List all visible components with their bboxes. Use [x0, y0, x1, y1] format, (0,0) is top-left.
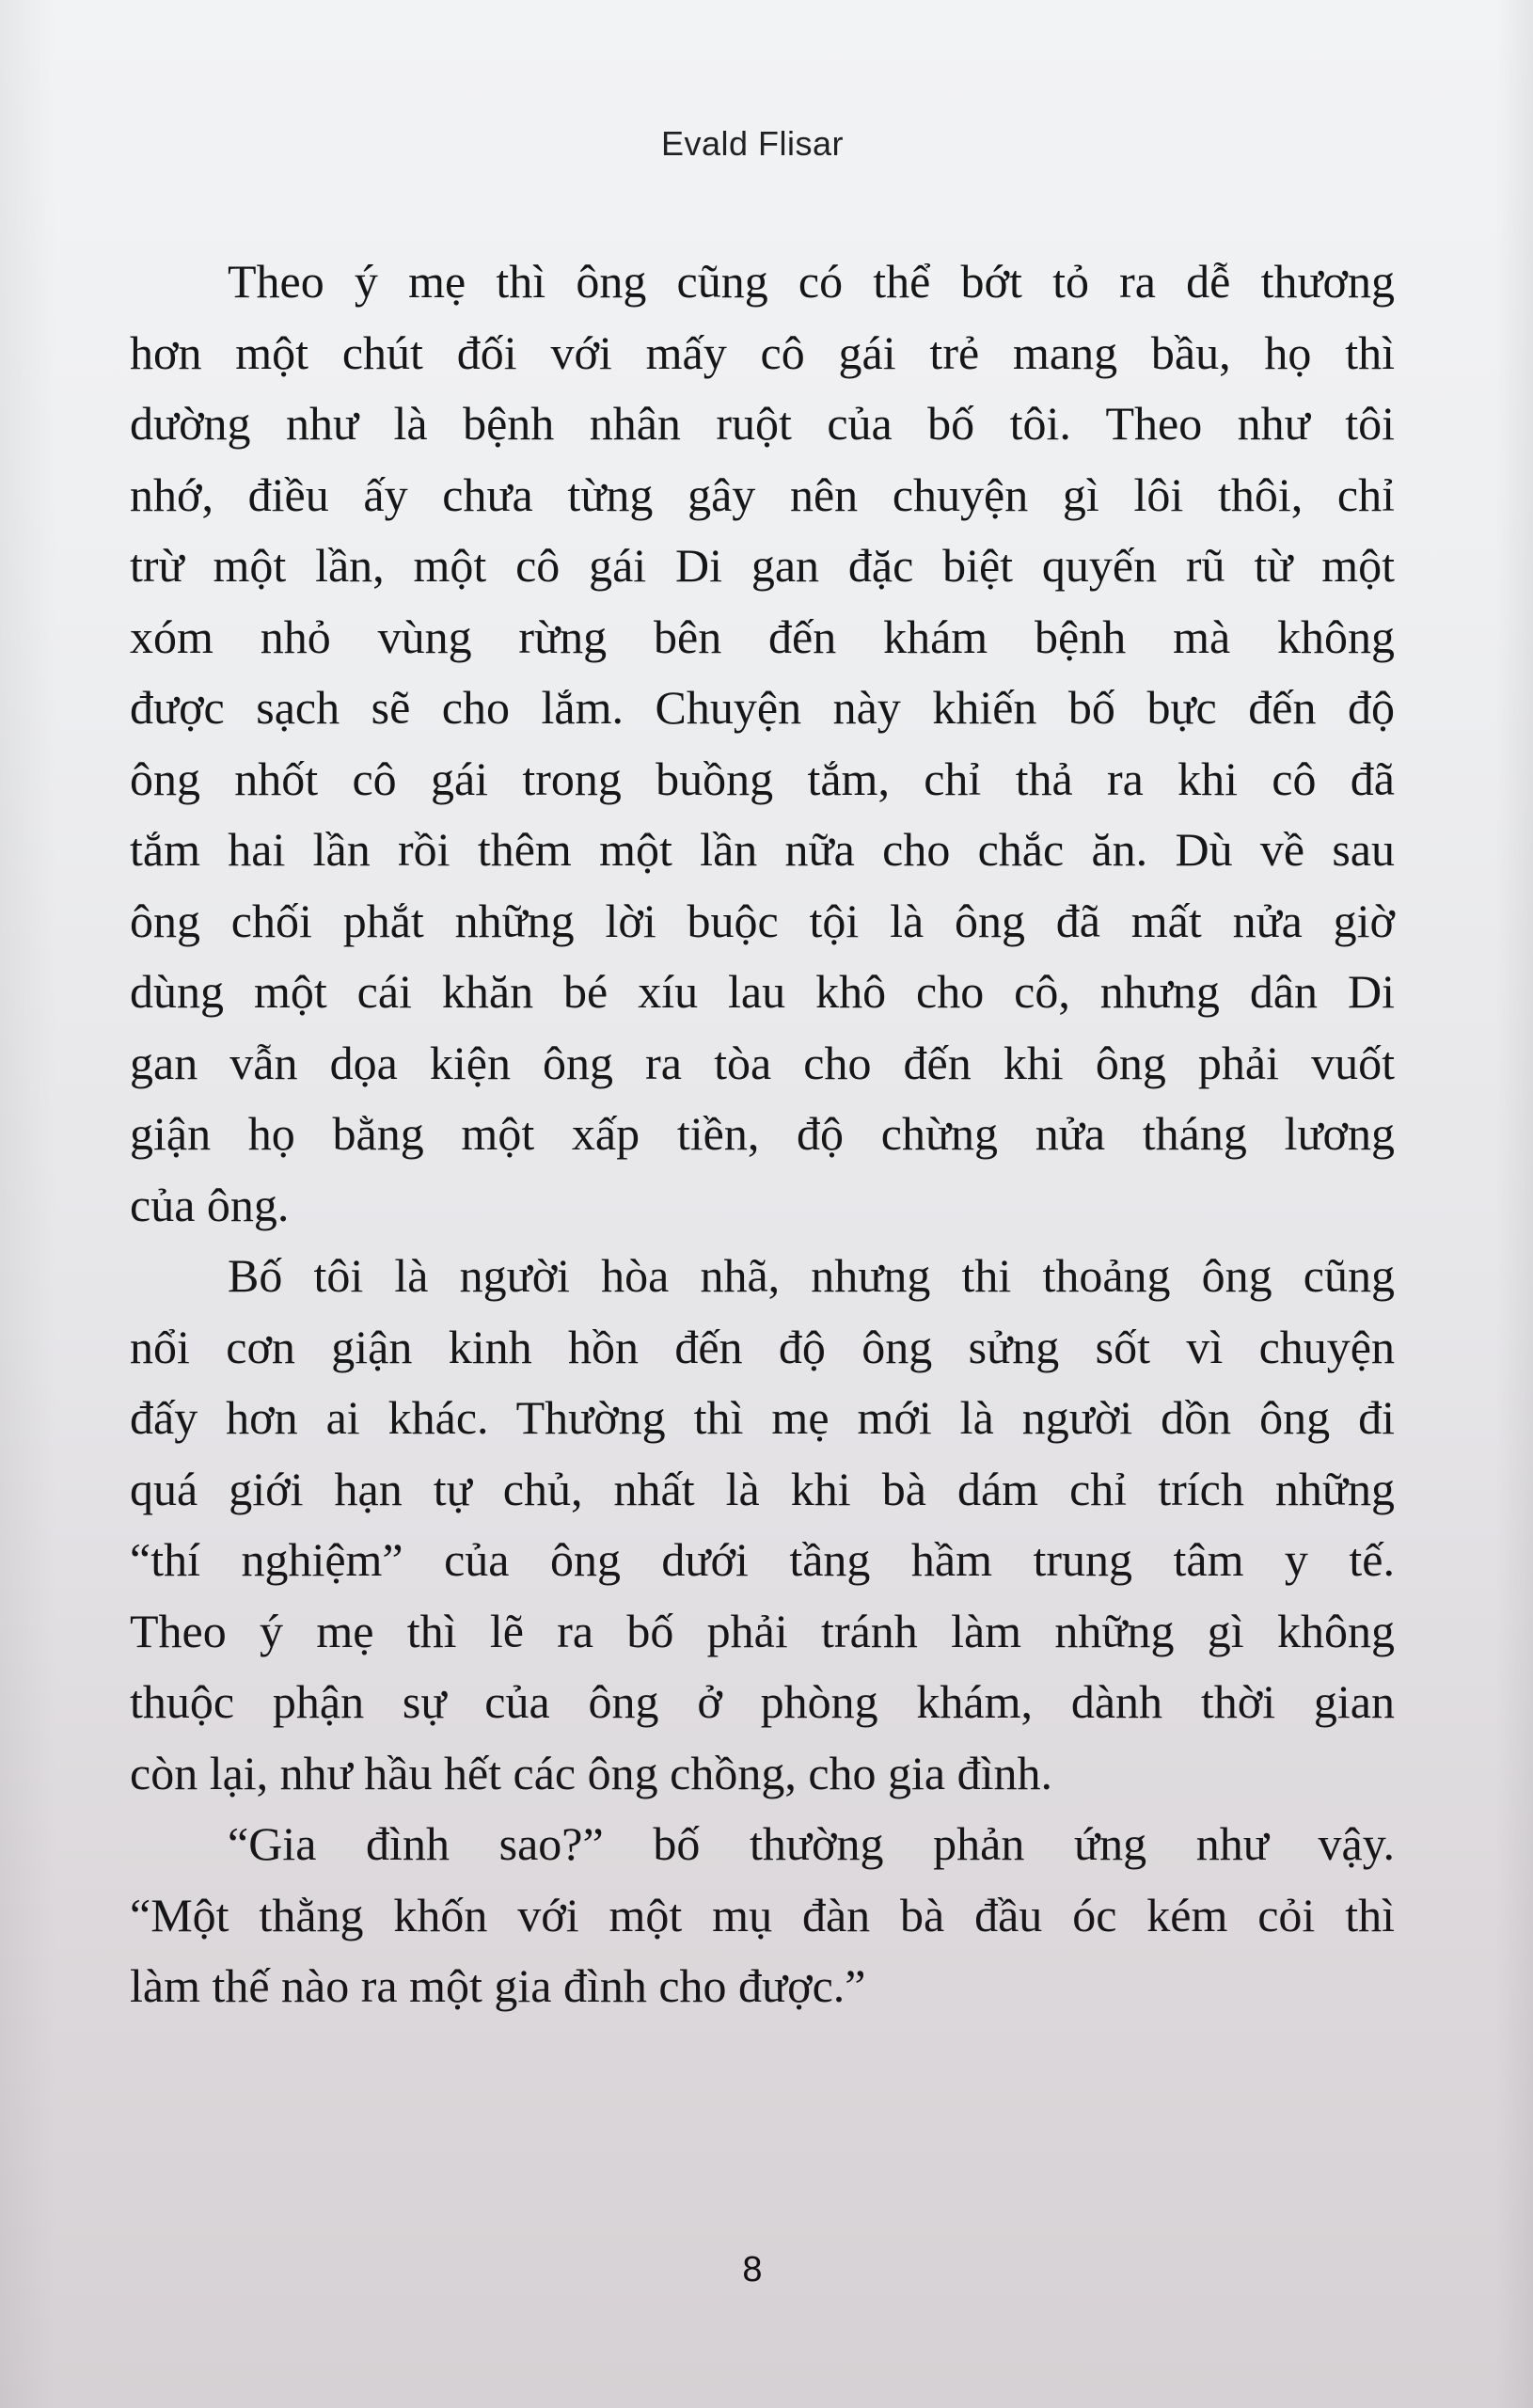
text-line: tắm hai lần rồi thêm một lần nữa cho chắc ăn. Dù về sau	[130, 823, 1395, 876]
text-line: Theo ý mẹ thì ông cũng có thể bớt tỏ ra dễ thương	[228, 255, 1395, 308]
page-number: 8	[742, 2250, 763, 2289]
text-line: ông nhốt cô gái trong buồng tắm, chỉ thả ra khi cô đã	[130, 752, 1395, 805]
text-line: “Một thằng khốn với một mụ đàn bà đầu óc kém cỏi thì	[130, 1888, 1395, 1941]
paragraph-1	[130, 246, 1395, 1241]
text-line: dường như là bệnh nhân ruột của bố tôi. Theo như tôi	[130, 397, 1395, 450]
text-line: được sạch sẽ cho lắm. Chuyện này khiến bố bực đến độ	[130, 681, 1395, 734]
text-line: hơn một chút đối với mấy cô gái trẻ mang bầu, họ thì	[130, 325, 1395, 379]
text-line: nổi cơn giận kinh hồn đến độ ông sửng sốt vì chuyện	[130, 1320, 1395, 1373]
text-line: giận họ bằng một xấp tiền, độ chừng nửa tháng lương	[130, 1107, 1395, 1160]
text-line: trừ một lần, một cô gái Di gan đặc biệt quyến rũ từ một	[130, 539, 1395, 592]
text-line: xóm nhỏ vùng rừng bên đến khám bệnh mà không	[130, 610, 1395, 663]
text-line: Bố tôi là người hòa nhã, nhưng thi thoảng ông cũng	[228, 1249, 1395, 1302]
text-line: của ông.	[130, 1178, 290, 1231]
page-shadow-left	[0, 0, 56, 2408]
body-text	[130, 246, 1395, 2022]
text-line: “Gia đình sao?” bố thường phản ứng như vậy.	[228, 1817, 1395, 1870]
running-head-author: Evald Flisar	[660, 124, 845, 163]
page-shadow-right	[1495, 0, 1533, 2408]
text-line: đấy hơn ai khác. Thường thì mẹ mới là người dồn ông đi	[130, 1391, 1395, 1444]
paragraph-2	[130, 1241, 1395, 1809]
text-line: gan vẫn dọa kiện ông ra tòa cho đến khi ông phải vuốt	[130, 1036, 1395, 1089]
text-line: nhớ, điều ấy chưa từng gây nên chuyện gì lôi thôi, chỉ	[130, 467, 1395, 521]
text-line: thuộc phận sự của ông ở phòng khám, dành thời gian	[130, 1675, 1395, 1728]
text-line: còn lại, như hầu hết các ông chồng, cho gia đình.	[130, 1746, 1052, 1799]
text-line: làm thế nào ra một gia đình cho được.”	[130, 1959, 866, 2012]
text-line: dùng một cái khăn bé xíu lau khô cho cô, nhưng dân Di	[130, 965, 1395, 1018]
text-line: ông chối phắt những lời buộc tội là ông đã mất nửa giờ	[130, 894, 1395, 947]
text-line: “thí nghiệm” của ông dưới tầng hầm trung tâm y tế.	[130, 1533, 1395, 1586]
text-line: Theo ý mẹ thì lẽ ra bố phải tránh làm những gì không	[130, 1604, 1395, 1657]
paragraph-3	[130, 1809, 1395, 2022]
text-line: quá giới hạn tự chủ, nhất là khi bà dám chỉ trích những	[130, 1462, 1395, 1515]
